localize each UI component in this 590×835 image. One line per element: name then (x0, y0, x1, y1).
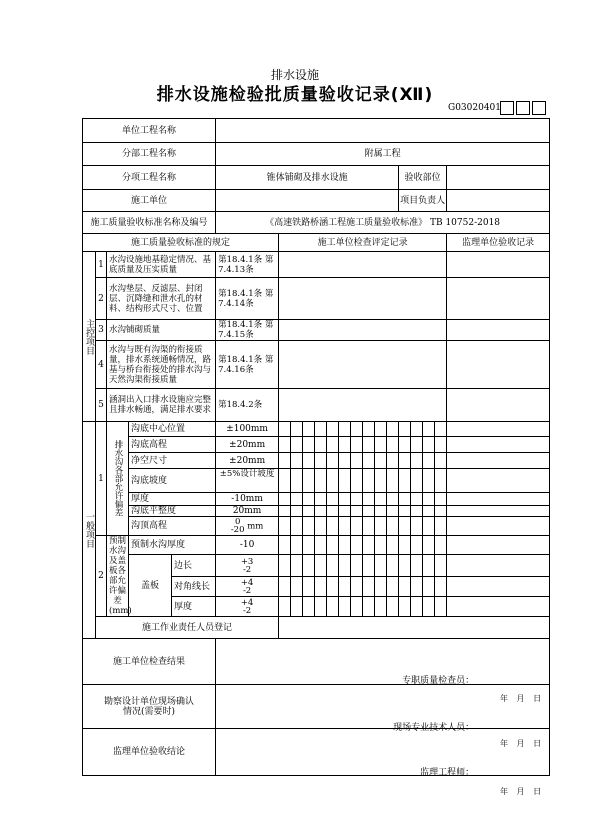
inspection-form-table (82, 118, 550, 796)
check-cell[interactable] (315, 555, 327, 577)
check-cell[interactable] (327, 536, 339, 555)
supervision-value[interactable] (216, 729, 550, 796)
check-cell[interactable] (375, 506, 387, 517)
check-cell[interactable] (423, 469, 435, 493)
check-cell[interactable] (351, 453, 363, 469)
main-item-row (83, 320, 550, 341)
check-cell[interactable] (363, 555, 375, 577)
check-cell[interactable] (387, 517, 399, 536)
check-cell[interactable] (363, 469, 375, 493)
check-cell[interactable] (399, 555, 411, 577)
code-box-1[interactable] (500, 101, 514, 115)
check-cell[interactable] (399, 517, 411, 536)
main-item-row (83, 252, 550, 278)
project-manager-label: 项目负责人 (399, 190, 447, 212)
check-cell[interactable] (303, 555, 315, 577)
subpart-label: 分部工程名称 (83, 143, 216, 166)
check-cell[interactable] (303, 506, 315, 517)
check-cell[interactable] (411, 517, 423, 536)
check-cell[interactable] (351, 506, 363, 517)
survey-label: 勘察设计单位现场确认情况(需要时) (83, 685, 216, 729)
item-name: 对角线长 (172, 577, 216, 597)
check-cell[interactable] (327, 453, 339, 469)
check-cell[interactable] (375, 469, 387, 493)
check-cell[interactable] (363, 493, 375, 506)
check-cell[interactable] (315, 453, 327, 469)
item-name: 厚度 (129, 493, 216, 506)
item-name: 预制水沟厚度 (129, 536, 216, 555)
check-cell[interactable] (279, 453, 291, 469)
check-cell[interactable] (279, 555, 291, 577)
check-cell[interactable] (327, 577, 339, 597)
supervision-check-header: 监理单位验收记录 (447, 234, 550, 252)
check-cell[interactable] (435, 597, 447, 617)
tolerance-unit: mm (247, 521, 264, 532)
main-item-row (83, 278, 550, 320)
tolerance-lower: -2 (242, 564, 252, 575)
check-cell[interactable] (375, 597, 387, 617)
supervision-cell[interactable] (447, 469, 550, 493)
item-name: 沟底坡度 (129, 469, 216, 493)
check-cell[interactable] (411, 422, 423, 437)
item-tolerance: -10mm (216, 493, 279, 506)
check-cell[interactable] (411, 453, 423, 469)
check-cell[interactable] (315, 422, 327, 437)
item-tolerance: ±100mm (216, 422, 279, 437)
date-label: 年 月 日 (499, 693, 542, 703)
check-cell[interactable] (423, 517, 435, 536)
check-cell[interactable] (423, 555, 435, 577)
check-cell[interactable] (375, 422, 387, 437)
check-cell[interactable] (351, 469, 363, 493)
technician-label: 现场专业技术人员： (393, 722, 475, 733)
inspection-part-value[interactable] (447, 166, 550, 190)
row-standard (83, 212, 550, 234)
standard-value: 《高速铁路桥涵工程施工质量验收标准》 TB 10752-2018 (216, 212, 550, 234)
check-cell[interactable] (279, 577, 291, 597)
supervision-engineer-label: 监理工程师： (420, 768, 475, 778)
construction-result-label: 施工单位检查结果 (83, 639, 216, 685)
general-item-row (83, 517, 550, 536)
supervision-cell[interactable] (447, 506, 550, 517)
check-cell[interactable] (399, 577, 411, 597)
check-cell[interactable] (279, 536, 291, 555)
check-cell[interactable] (303, 597, 315, 617)
check-cell[interactable] (363, 506, 375, 517)
date-label: 年 月 日 (499, 738, 542, 748)
standard-spec-header: 施工质量验收标准的规定 (83, 234, 279, 252)
supervision-cell[interactable] (447, 453, 550, 469)
supervision-cell[interactable] (447, 437, 550, 453)
main-item-ref: 第18.4.2条 (216, 389, 279, 422)
group1-no: 1 (96, 422, 107, 536)
main-item-desc: 水沟与既有沟渠的衔接质量，排水系统通畅情况，路基与桥台衔接处的排水沟与天然沟渠衔接质量 (107, 341, 216, 389)
check-cell[interactable] (387, 555, 399, 577)
item-tolerance: -10 (216, 536, 279, 555)
supervision-cell[interactable] (447, 597, 550, 617)
check-cell[interactable] (339, 453, 351, 469)
check-cell[interactable] (279, 506, 291, 517)
check-cell[interactable] (279, 597, 291, 617)
check-cell[interactable] (399, 469, 411, 493)
row-survey (83, 685, 550, 729)
check-cell[interactable] (291, 493, 303, 506)
main-item-desc: 水沟垫层、反滤层、封闭层、沉降缝和泄水孔的材料、结构形式尺寸、位置 (107, 278, 216, 320)
construction-result-value[interactable] (216, 639, 550, 703)
supervision-cell[interactable] (447, 577, 550, 597)
check-cell[interactable] (387, 422, 399, 437)
main-item-check[interactable] (279, 341, 447, 389)
check-cell[interactable] (291, 453, 303, 469)
check-cell[interactable] (291, 469, 303, 493)
check-cell[interactable] (327, 469, 339, 493)
check-cell[interactable] (303, 422, 315, 437)
check-cell[interactable] (411, 555, 423, 577)
item-tolerance (216, 577, 279, 597)
check-cell[interactable] (327, 493, 339, 506)
check-cell[interactable] (387, 506, 399, 517)
general-item-row (83, 422, 550, 437)
check-cell[interactable] (351, 437, 363, 453)
check-cell[interactable] (279, 469, 291, 493)
check-cell[interactable] (279, 493, 291, 506)
row-supervision (83, 729, 550, 776)
main-item-check[interactable] (279, 389, 447, 422)
check-cell[interactable] (339, 437, 351, 453)
check-cell[interactable] (327, 506, 339, 517)
check-cell[interactable] (303, 517, 315, 536)
check-cell[interactable] (411, 493, 423, 506)
check-cell[interactable] (279, 517, 291, 536)
date-label: 年 月 日 (499, 787, 542, 796)
item-name: 净空尺寸 (129, 453, 216, 469)
check-cell[interactable] (411, 506, 423, 517)
check-cell[interactable] (411, 597, 423, 617)
check-cell[interactable] (375, 517, 387, 536)
main-item-check[interactable] (279, 320, 447, 341)
standard-label: 施工质量验收标准名称及编号 (83, 212, 216, 234)
supervision-cell[interactable] (447, 555, 550, 577)
check-cell[interactable] (375, 536, 387, 555)
main-item-desc: 水沟铺砌质量 (107, 320, 216, 341)
item-name: 沟底平整度 (129, 506, 216, 517)
check-cell[interactable] (339, 469, 351, 493)
check-cell[interactable] (351, 577, 363, 597)
subitem-label: 分项工程名称 (83, 166, 216, 190)
check-cell[interactable] (375, 493, 387, 506)
check-cell[interactable] (375, 555, 387, 577)
check-cell[interactable] (291, 506, 303, 517)
general-item-row (83, 493, 550, 506)
check-cell[interactable] (315, 517, 327, 536)
check-cell[interactable] (387, 493, 399, 506)
check-cell[interactable] (363, 517, 375, 536)
check-cell[interactable] (435, 453, 447, 469)
check-cell[interactable] (315, 437, 327, 453)
check-cell[interactable] (435, 517, 447, 536)
main-item-ref: 第18.4.1条 第7.4.14条 (216, 278, 279, 320)
check-cell[interactable] (303, 453, 315, 469)
check-cell[interactable] (303, 536, 315, 555)
tolerance-lower: -2 (242, 585, 252, 596)
main-item-no: 1 (96, 252, 107, 278)
cover-label: 盖板 (129, 555, 172, 617)
check-cell[interactable] (387, 597, 399, 617)
main-item-row (83, 389, 550, 422)
main-item-supervision[interactable] (447, 320, 550, 341)
code-box-3[interactable] (532, 101, 546, 115)
check-cell[interactable] (327, 437, 339, 453)
construction-unit-value[interactable] (216, 190, 399, 212)
check-cell[interactable] (315, 493, 327, 506)
tolerance-upper: +4 (240, 577, 254, 588)
check-cell[interactable] (375, 453, 387, 469)
item-name: 沟底中心位置 (129, 422, 216, 437)
main-item-no: 4 (96, 341, 107, 389)
supervision-label: 监理单位验收结论 (83, 729, 216, 776)
check-cell[interactable] (435, 437, 447, 453)
check-cell[interactable] (375, 437, 387, 453)
item-name: 沟顶高程 (129, 517, 216, 536)
check-cell[interactable] (363, 437, 375, 453)
check-cell[interactable] (423, 493, 435, 506)
check-cell[interactable] (435, 536, 447, 555)
item-name: 沟底高程 (129, 437, 216, 453)
check-cell[interactable] (291, 517, 303, 536)
supervision-cell[interactable] (447, 517, 550, 536)
check-cell[interactable] (435, 422, 447, 437)
item-tolerance: ±20mm (216, 453, 279, 469)
main-item-desc: 涵洞出入口排水设施应完整且排水畅通，满足排水要求 (107, 389, 216, 422)
check-cell[interactable] (399, 536, 411, 555)
main-control-label: 主控项目 (83, 252, 96, 422)
check-cell[interactable] (339, 517, 351, 536)
check-cell[interactable] (423, 577, 435, 597)
main-item-desc: 水沟设施地基稳定情况、基底质量及压实质量 (107, 252, 216, 278)
group2-label: 预制水沟及盖板各部允许偏差(mm) (107, 536, 129, 617)
tolerance-upper: +3 (240, 556, 254, 567)
check-cell[interactable] (387, 469, 399, 493)
item-tolerance (216, 597, 279, 617)
check-cell[interactable] (339, 536, 351, 555)
check-cell[interactable] (411, 469, 423, 493)
check-cell[interactable] (423, 506, 435, 517)
check-cell[interactable] (291, 577, 303, 597)
supervision-cell[interactable] (447, 493, 550, 506)
check-cell[interactable] (327, 555, 339, 577)
main-item-check[interactable] (279, 278, 447, 320)
check-cell[interactable] (351, 517, 363, 536)
tolerance-lower: -20 (230, 525, 245, 535)
check-cell[interactable] (423, 453, 435, 469)
check-cell[interactable] (435, 493, 447, 506)
supervision-cell[interactable] (447, 422, 550, 437)
check-cell[interactable] (387, 536, 399, 555)
group2-no: 2 (96, 536, 107, 617)
registration-value[interactable] (279, 617, 550, 639)
tolerance-upper: +4 (240, 597, 254, 608)
registration-label: 施工作业责任人员登记 (96, 617, 279, 639)
check-cell[interactable] (303, 469, 315, 493)
row-subitem (83, 166, 550, 190)
subpart-value[interactable]: 附属工程 (216, 143, 550, 166)
main-item-ref: 第18.4.1条 第7.4.13条 (216, 252, 279, 278)
item-tolerance: 20mm (216, 506, 279, 517)
main-item-no: 3 (96, 320, 107, 341)
general-item-row (83, 469, 550, 493)
check-cell[interactable] (423, 437, 435, 453)
check-cell[interactable] (339, 493, 351, 506)
row-subpart (83, 143, 550, 166)
check-cell[interactable] (411, 536, 423, 555)
unit-project-value[interactable] (216, 119, 550, 143)
check-cell[interactable] (351, 597, 363, 617)
row-construction-result (83, 639, 550, 685)
group1-label: 排水沟各部允许偏差 (107, 422, 129, 536)
check-cell[interactable] (315, 536, 327, 555)
construction-unit-label: 施工单位 (83, 190, 216, 212)
check-cell[interactable] (387, 577, 399, 597)
main-item-supervision[interactable] (447, 278, 550, 320)
item-tolerance: ±20mm (216, 437, 279, 453)
general-items-label: 一般项目 (83, 422, 96, 639)
main-item-no: 2 (96, 278, 107, 320)
check-cell[interactable] (423, 422, 435, 437)
main-item-supervision[interactable] (447, 389, 550, 422)
tolerance-upper: 0 (234, 517, 241, 527)
project-manager-value[interactable] (447, 190, 550, 212)
row-registration (83, 617, 550, 639)
check-cell[interactable] (303, 577, 315, 597)
check-cell[interactable] (435, 506, 447, 517)
main-item-ref: 第18.4.1条 第7.4.16条 (216, 341, 279, 389)
check-cell[interactable] (363, 422, 375, 437)
check-cell[interactable] (435, 469, 447, 493)
check-cell[interactable] (315, 577, 327, 597)
check-cell[interactable] (327, 597, 339, 617)
check-cell[interactable] (327, 517, 339, 536)
check-cell[interactable] (351, 536, 363, 555)
supervision-cell[interactable] (447, 536, 550, 555)
survey-value[interactable] (216, 685, 550, 748)
check-cell[interactable] (411, 577, 423, 597)
check-cell[interactable] (303, 437, 315, 453)
check-cell[interactable] (327, 422, 339, 437)
check-cell[interactable] (375, 577, 387, 597)
check-cell[interactable] (279, 422, 291, 437)
check-cell[interactable] (339, 555, 351, 577)
check-cell[interactable] (351, 422, 363, 437)
code-box-2[interactable] (516, 101, 530, 115)
general-item-row (83, 453, 550, 469)
check-cell[interactable] (435, 555, 447, 577)
main-item-check[interactable] (279, 252, 447, 278)
check-cell[interactable] (291, 422, 303, 437)
check-cell[interactable] (315, 597, 327, 617)
item-tolerance (216, 517, 279, 536)
row-column-headers (83, 234, 550, 252)
check-cell[interactable] (351, 493, 363, 506)
check-cell[interactable] (399, 437, 411, 453)
general-item-row (83, 437, 550, 453)
check-cell[interactable] (339, 506, 351, 517)
item-name: 厚度 (172, 597, 216, 617)
check-cell[interactable] (363, 453, 375, 469)
main-item-supervision[interactable] (447, 341, 550, 389)
item-tolerance: ±5%设计坡度 (216, 469, 279, 493)
check-cell[interactable] (363, 536, 375, 555)
check-cell[interactable] (315, 469, 327, 493)
check-cell[interactable] (291, 555, 303, 577)
check-cell[interactable] (399, 422, 411, 437)
construction-check-header: 施工单位检查评定记录 (279, 234, 447, 252)
check-cell[interactable] (363, 577, 375, 597)
check-cell[interactable] (399, 493, 411, 506)
check-cell[interactable] (339, 597, 351, 617)
general-item-row (83, 506, 550, 517)
item-name: 边长 (172, 555, 216, 577)
row-unit-project (83, 119, 550, 143)
check-cell[interactable] (279, 437, 291, 453)
check-cell[interactable] (399, 453, 411, 469)
check-cell[interactable] (363, 597, 375, 617)
row-construction-unit (83, 190, 550, 212)
main-item-ref: 第18.4.1条 第7.4.15条 (216, 320, 279, 341)
check-cell[interactable] (423, 536, 435, 555)
form-code: G03020401 (448, 103, 501, 113)
check-cell[interactable] (399, 597, 411, 617)
general-item-row (83, 536, 550, 555)
form-subtitle: 排水设施 (270, 68, 319, 82)
check-cell[interactable] (435, 577, 447, 597)
subitem-value[interactable]: 锥体铺砌及排水设施 (216, 166, 399, 190)
check-cell[interactable] (387, 453, 399, 469)
check-cell[interactable] (339, 577, 351, 597)
main-item-supervision[interactable] (447, 252, 550, 278)
check-cell[interactable] (399, 506, 411, 517)
general-item-row (83, 555, 550, 577)
form-title: 排水设施检验批质量验收记录(Ⅻ) (156, 85, 434, 105)
check-cell[interactable] (291, 437, 303, 453)
check-cell[interactable] (291, 597, 303, 617)
unit-project-label: 单位工程名称 (83, 119, 216, 143)
check-cell[interactable] (387, 437, 399, 453)
check-cell[interactable] (315, 506, 327, 517)
check-cell[interactable] (291, 536, 303, 555)
check-cell[interactable] (423, 597, 435, 617)
main-item-no: 5 (96, 389, 107, 422)
main-item-row (83, 341, 550, 389)
item-tolerance (216, 555, 279, 577)
tolerance-lower: -2 (242, 605, 252, 616)
check-cell[interactable] (411, 437, 423, 453)
check-cell[interactable] (339, 422, 351, 437)
inspection-part-label: 验收部位 (399, 166, 447, 190)
check-cell[interactable] (303, 493, 315, 506)
check-cell[interactable] (351, 555, 363, 577)
quality-inspector-label: 专职质量检查员： (402, 675, 475, 686)
